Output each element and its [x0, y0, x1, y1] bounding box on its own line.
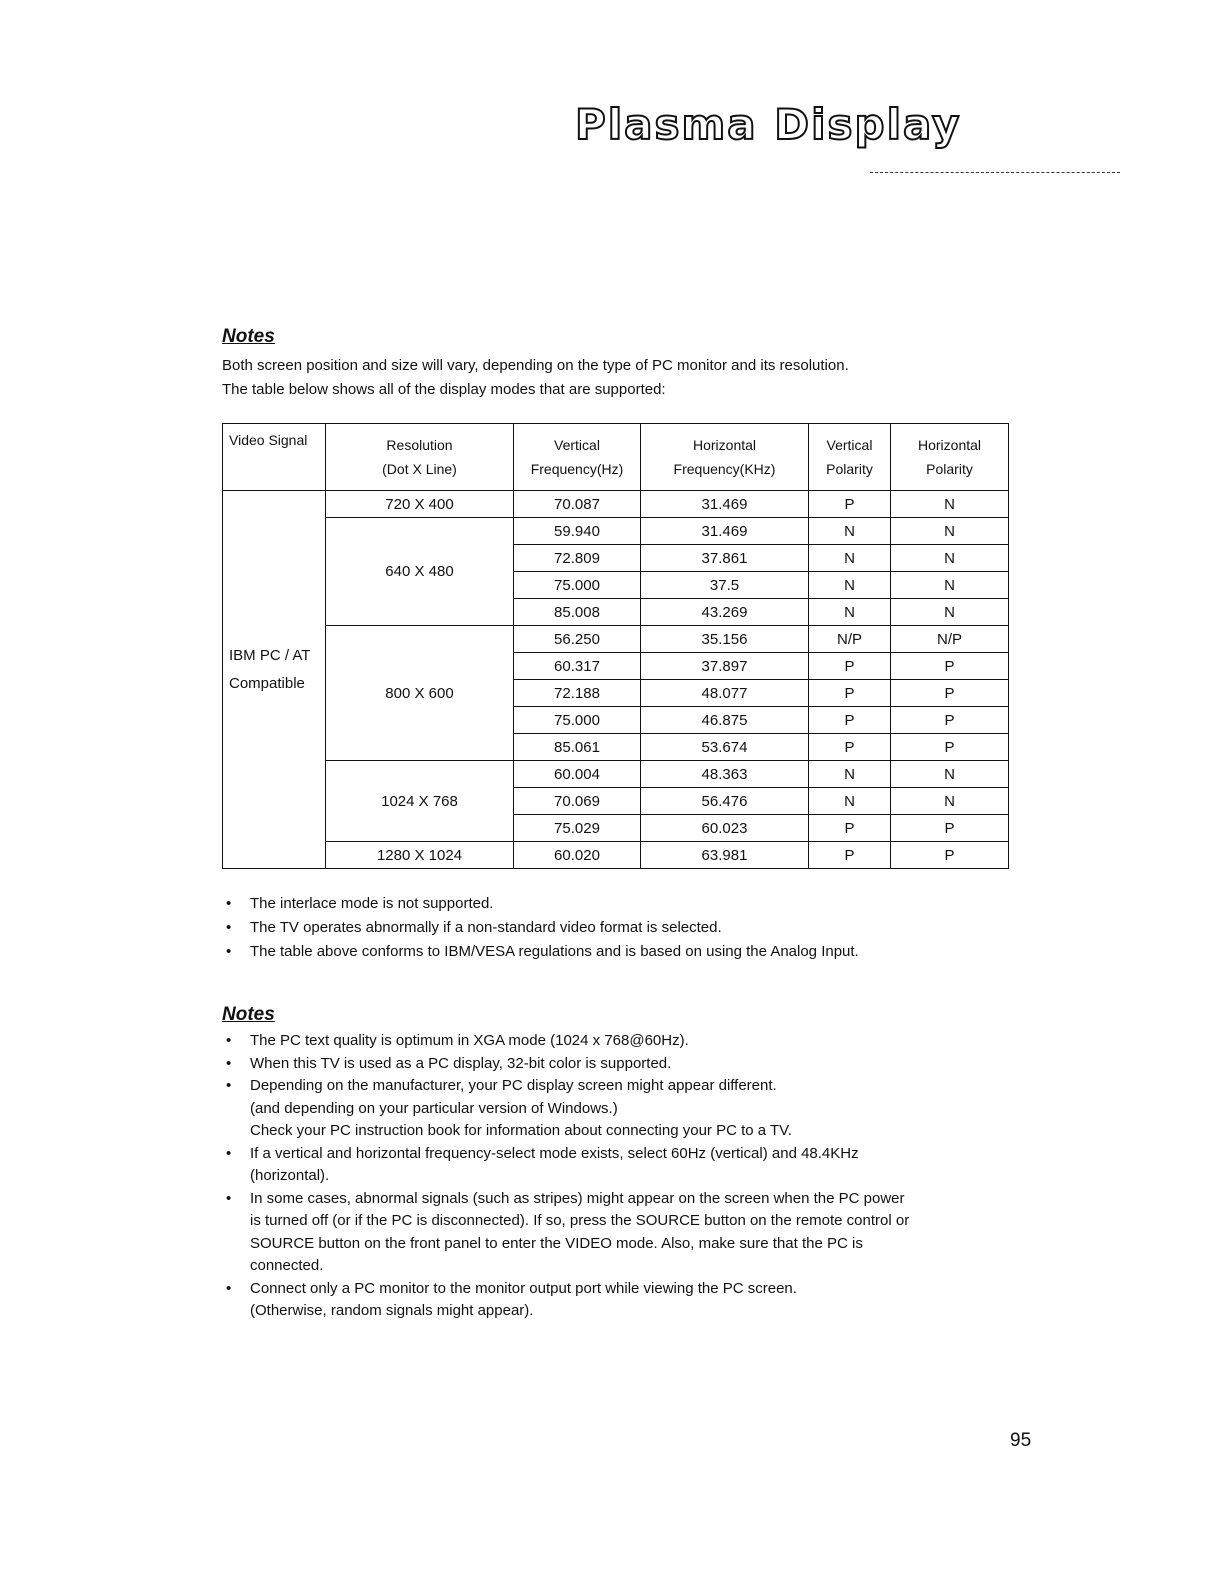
vertical-frequency-cell: 72.188 — [514, 680, 641, 707]
bullet-item: • In some cases, abnormal signals (such as stripes) might appear on the screen when the PC power is turned off (or if the PC is disconnected). If so, press the SOURCE button on the remote control or SOURCE button on the front panel to enter the VIDEO mode. Also, make sure that the PC is connected. — [222, 1188, 909, 1278]
vertical-frequency-cell: 70.069 — [514, 788, 641, 815]
horizontal-frequency-cell: 48.363 — [641, 761, 809, 788]
bullet-item: • The table above conforms to IBM/VESA regulations and is based on using the Analog Input. — [222, 940, 859, 964]
vertical-frequency-cell: 60.317 — [514, 653, 641, 680]
horizontal-frequency-cell: 43.269 — [641, 599, 809, 626]
display-modes-table — [222, 423, 1009, 869]
table-notes-list — [222, 892, 859, 964]
column-header: Horizontal Frequency(KHz) — [641, 424, 809, 491]
horizontal-frequency-cell: 31.469 — [641, 518, 809, 545]
bullet-item: • If a vertical and horizontal frequency-select mode exists, select 60Hz (vertical) and 48.4KHz (horizontal). — [222, 1143, 909, 1188]
resolution-cell: 640 X 480 — [326, 518, 514, 626]
vertical-polarity-cell: P — [809, 842, 891, 869]
table-row — [223, 761, 1009, 788]
horizontal-frequency-cell: 53.674 — [641, 734, 809, 761]
notes-heading: Notes — [222, 326, 275, 347]
notes-intro-line: Both screen position and size will vary, depending on the type of PC monitor and its resolution. — [222, 357, 849, 374]
table-row — [223, 518, 1009, 545]
horizontal-polarity-cell: N — [891, 599, 1009, 626]
vertical-polarity-cell: N — [809, 788, 891, 815]
resolution-cell: 1024 X 768 — [326, 761, 514, 842]
table-row — [223, 842, 1009, 869]
horizontal-polarity-cell: P — [891, 815, 1009, 842]
notes-intro-line: The table below shows all of the display modes that are supported: — [222, 381, 666, 398]
bullet-item: • The TV operates abnormally if a non-standard video format is selected. — [222, 916, 859, 940]
table-row — [223, 491, 1009, 518]
horizontal-frequency-cell: 63.981 — [641, 842, 809, 869]
vertical-frequency-cell: 60.020 — [514, 842, 641, 869]
horizontal-frequency-cell: 37.897 — [641, 653, 809, 680]
notes-heading: Notes — [222, 1004, 275, 1025]
vertical-polarity-cell: P — [809, 707, 891, 734]
horizontal-frequency-cell: 46.875 — [641, 707, 809, 734]
table-row — [223, 626, 1009, 653]
horizontal-polarity-cell: P — [891, 734, 1009, 761]
column-header: Vertical Frequency(Hz) — [514, 424, 641, 491]
horizontal-polarity-cell: N — [891, 491, 1009, 518]
horizontal-polarity-cell: N — [891, 518, 1009, 545]
video-signal-cell: IBM PC / AT Compatible — [223, 491, 326, 869]
header-rule — [870, 172, 1120, 173]
horizontal-frequency-cell: 37.861 — [641, 545, 809, 572]
resolution-cell: 1280 X 1024 — [326, 842, 514, 869]
column-header: Horizontal Polarity — [891, 424, 1009, 491]
vertical-polarity-cell: N/P — [809, 626, 891, 653]
bullet-item: • Connect only a PC monitor to the monitor output port while viewing the PC screen. (Otherwise, random signals might appear). — [222, 1278, 909, 1323]
horizontal-polarity-cell: N — [891, 761, 1009, 788]
vertical-frequency-cell: 75.000 — [514, 572, 641, 599]
vertical-polarity-cell: P — [809, 491, 891, 518]
resolution-cell: 720 X 400 — [326, 491, 514, 518]
vertical-frequency-cell: 75.029 — [514, 815, 641, 842]
vertical-frequency-cell: 56.250 — [514, 626, 641, 653]
horizontal-polarity-cell: N — [891, 572, 1009, 599]
page-number: 95 — [1010, 1430, 1032, 1451]
vertical-frequency-cell: 70.087 — [514, 491, 641, 518]
horizontal-polarity-cell: P — [891, 842, 1009, 869]
vertical-polarity-cell: P — [809, 815, 891, 842]
horizontal-polarity-cell: N — [891, 788, 1009, 815]
horizontal-frequency-cell: 60.023 — [641, 815, 809, 842]
vertical-polarity-cell: N — [809, 518, 891, 545]
horizontal-frequency-cell: 48.077 — [641, 680, 809, 707]
horizontal-frequency-cell: 31.469 — [641, 491, 809, 518]
vertical-polarity-cell: P — [809, 734, 891, 761]
bullet-item: • The PC text quality is optimum in XGA mode (1024 x 768@60Hz). — [222, 1030, 909, 1053]
vertical-polarity-cell: N — [809, 572, 891, 599]
vertical-frequency-cell: 59.940 — [514, 518, 641, 545]
bullet-item: • Depending on the manufacturer, your PC display screen might appear different. (and depending on your particular version of Windows.) Check your PC instruction book for information about connecting your PC to a TV. — [222, 1075, 909, 1143]
horizontal-frequency-cell: 35.156 — [641, 626, 809, 653]
column-header: Resolution (Dot X Line) — [326, 424, 514, 491]
vertical-frequency-cell: 85.008 — [514, 599, 641, 626]
horizontal-frequency-cell: 37.5 — [641, 572, 809, 599]
bullet-item: • The interlace mode is not supported. — [222, 892, 859, 916]
horizontal-polarity-cell: P — [891, 707, 1009, 734]
vertical-frequency-cell: 60.004 — [514, 761, 641, 788]
pc-notes-list — [222, 1030, 909, 1323]
horizontal-polarity-cell: P — [891, 653, 1009, 680]
column-header: Vertical Polarity — [809, 424, 891, 491]
horizontal-polarity-cell: N/P — [891, 626, 1009, 653]
horizontal-frequency-cell: 56.476 — [641, 788, 809, 815]
plasma-display-logo: Plasma Display — [575, 100, 962, 149]
vertical-frequency-cell: 72.809 — [514, 545, 641, 572]
horizontal-polarity-cell: P — [891, 680, 1009, 707]
vertical-frequency-cell: 75.000 — [514, 707, 641, 734]
vertical-polarity-cell: N — [809, 599, 891, 626]
vertical-polarity-cell: P — [809, 653, 891, 680]
vertical-frequency-cell: 85.061 — [514, 734, 641, 761]
horizontal-polarity-cell: N — [891, 545, 1009, 572]
resolution-cell: 800 X 600 — [326, 626, 514, 761]
vertical-polarity-cell: N — [809, 545, 891, 572]
column-header: Video Signal — [223, 424, 326, 491]
bullet-item: • When this TV is used as a PC display, 32-bit color is supported. — [222, 1053, 909, 1076]
vertical-polarity-cell: N — [809, 761, 891, 788]
vertical-polarity-cell: P — [809, 680, 891, 707]
